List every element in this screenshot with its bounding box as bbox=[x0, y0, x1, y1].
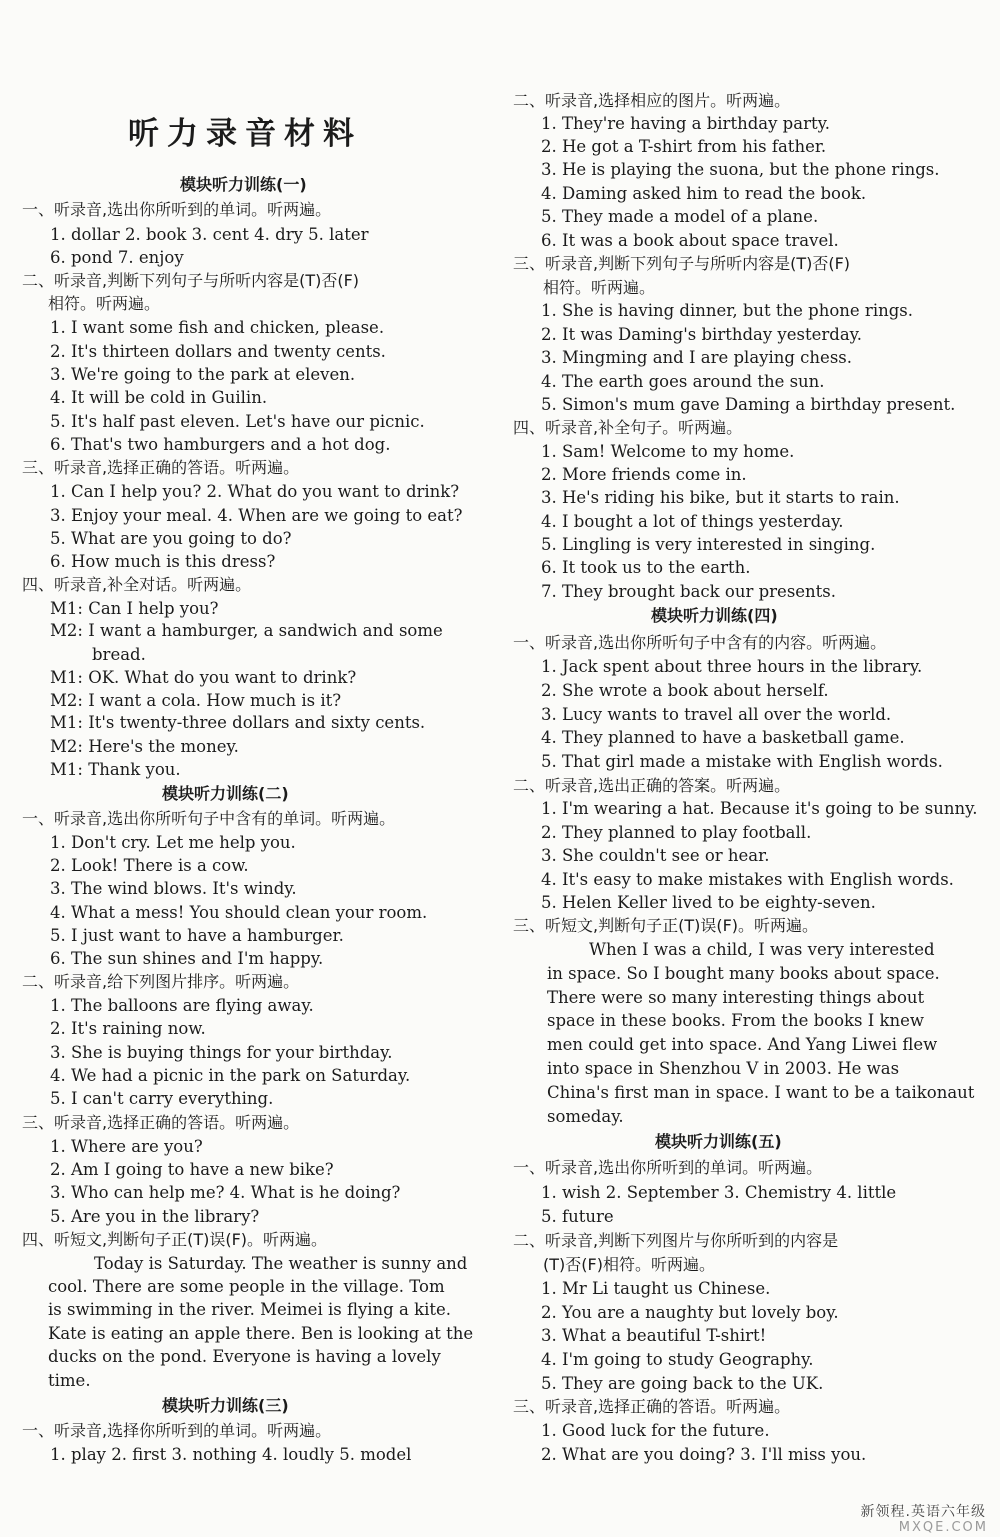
exercise-instruction: 二、听录音,选择相应的图片。听两遍。 bbox=[513, 91, 791, 110]
exercise-line: 1. Mr Li taught us Chinese. bbox=[541, 1279, 771, 1298]
exercise-instruction: 三、听录音,选择正确的答语。听两遍。 bbox=[22, 1113, 300, 1132]
exercise-instruction: 四、听录音,补全句子。听两遍。 bbox=[513, 418, 743, 437]
exercise-line: is swimming in the river. Meimei is flying a kite. bbox=[48, 1300, 451, 1319]
exercise-line: time. bbox=[48, 1371, 91, 1390]
exercise-line: 4. I bought a lot of things yesterday. bbox=[541, 512, 844, 531]
exercise-line: 3. Who can help me? 4. What is he doing? bbox=[50, 1183, 401, 1202]
exercise-line: 3. The wind blows. It's windy. bbox=[50, 879, 297, 898]
exercise-line: 1. Don't cry. Let me help you. bbox=[50, 833, 296, 852]
exercise-instruction: (T)否(F)相符。听两遍。 bbox=[543, 1255, 715, 1274]
exercise-line: 2. Look! There is a cow. bbox=[50, 856, 249, 875]
exercise-instruction: 相符。听两遍。 bbox=[48, 294, 161, 313]
exercise-line: 2. It's raining now. bbox=[50, 1019, 206, 1038]
exercise-line: M2: Here's the money. bbox=[50, 737, 239, 756]
exercise-line: Kate is eating an apple there. Ben is looking at the bbox=[48, 1324, 474, 1343]
section-heading: 模块听力训练(二) bbox=[162, 784, 289, 803]
exercise-line: 2. More friends come in. bbox=[541, 465, 747, 484]
exercise-line: 5. It's half past eleven. Let's have our picnic. bbox=[50, 412, 425, 431]
section-heading: 模块听力训练(三) bbox=[162, 1396, 289, 1415]
exercise-line: cool. There are some people in the village. Tom bbox=[48, 1277, 445, 1296]
exercise-line: 1. Sam! Welcome to my home. bbox=[541, 442, 795, 461]
exercise-line: 3. What a beautiful T-shirt! bbox=[541, 1326, 767, 1345]
exercise-line: 5. future bbox=[541, 1207, 614, 1226]
exercise-line: 6. How much is this dress? bbox=[50, 552, 276, 571]
exercise-line: 1. Good luck for the future. bbox=[541, 1421, 770, 1440]
exercise-instruction: 三、听录音,选择正确的答语。听两遍。 bbox=[513, 1397, 791, 1416]
exercise-line: 2. You are a naughty but lovely boy. bbox=[541, 1303, 839, 1322]
exercise-instruction: 三、听短文,判断句子正(T)误(F)。听两遍。 bbox=[513, 916, 819, 935]
exercise-instruction: 相符。听两遍。 bbox=[543, 278, 656, 297]
footer-label: 新领程.英语六年级 bbox=[860, 1504, 986, 1520]
exercise-line: China's first man in space. I want to be a taikonaut bbox=[547, 1083, 975, 1102]
exercise-line: 1. I'm wearing a hat. Because it's going to be sunny. bbox=[541, 799, 978, 818]
exercise-line: There were so many interesting things about bbox=[547, 988, 925, 1007]
watermark-text: MXQE.COM bbox=[898, 1520, 988, 1535]
exercise-line: 3. She is buying things for your birthday. bbox=[50, 1043, 393, 1062]
exercise-instruction: 一、听录音,选出你所听到的单词。听两遍。 bbox=[513, 1158, 823, 1177]
exercise-instruction: 二、听录音,判断下列句子与所听内容是(T)否(F) bbox=[22, 271, 360, 290]
exercise-line: 6. The sun shines and I'm happy. bbox=[50, 949, 324, 968]
exercise-line: 2. It was Daming's birthday yesterday. bbox=[541, 325, 863, 344]
exercise-line: 5. I just want to have a hamburger. bbox=[50, 926, 344, 945]
exercise-line: M2: I want a hamburger, a sandwich and some bbox=[50, 621, 443, 640]
exercise-line: 1. wish 2. September 3. Chemistry 4. little bbox=[541, 1183, 897, 1202]
exercise-instruction: 四、听录音,补全对话。听两遍。 bbox=[22, 575, 252, 594]
exercise-line: 6. pond 7. enjoy bbox=[50, 248, 184, 267]
exercise-line: 4. We had a picnic in the park on Saturday. bbox=[50, 1066, 411, 1085]
exercise-line: 1. Can I help you? 2. What do you want to drink? bbox=[50, 482, 460, 501]
section-heading: 模块听力训练(一) bbox=[180, 175, 307, 194]
exercise-line: 2. What are you doing? 3. I'll miss you. bbox=[541, 1445, 867, 1464]
exercise-line: M2: I want a cola. How much is it? bbox=[50, 691, 342, 710]
exercise-line: 5. They are going back to the UK. bbox=[541, 1374, 824, 1393]
exercise-instruction: 一、听录音,选出你所听句子中含有的单词。听两遍。 bbox=[22, 809, 396, 828]
section-heading: 模块听力训练(五) bbox=[655, 1132, 782, 1151]
exercise-line: 4. It will be cold in Guilin. bbox=[50, 388, 268, 407]
exercise-instruction: 四、听短文,判断句子正(T)误(F)。听两遍。 bbox=[22, 1230, 328, 1249]
exercise-line: space in these books. From the books I knew bbox=[547, 1011, 924, 1030]
exercise-line: 1. She is having dinner, but the phone rings. bbox=[541, 301, 913, 320]
exercise-line: Today is Saturday. The weather is sunny and bbox=[94, 1254, 468, 1273]
exercise-instruction: 三、听录音,选择正确的答语。听两遍。 bbox=[22, 458, 300, 477]
exercise-line: 6. It was a book about space travel. bbox=[541, 231, 839, 250]
exercise-line: 3. Lucy wants to travel all over the world. bbox=[541, 705, 892, 724]
exercise-line: 6. That's two hamburgers and a hot dog. bbox=[50, 435, 391, 454]
exercise-line: 7. They brought back our presents. bbox=[541, 582, 837, 601]
exercise-line: 2. He got a T-shirt from his father. bbox=[541, 137, 827, 156]
exercise-instruction: 一、听录音,选出你所听到的单词。听两遍。 bbox=[22, 200, 332, 219]
exercise-line: 5. Lingling is very interested in singing. bbox=[541, 535, 876, 554]
exercise-line: 5. Are you in the library? bbox=[50, 1207, 260, 1226]
exercise-line: 4. I'm going to study Geography. bbox=[541, 1350, 814, 1369]
exercise-line: 5. I can't carry everything. bbox=[50, 1089, 274, 1108]
exercise-instruction: 二、听录音,给下列图片排序。听两遍。 bbox=[22, 972, 300, 991]
exercise-line: 4. The earth goes around the sun. bbox=[541, 372, 825, 391]
exercise-line: 5. That girl made a mistake with English words. bbox=[541, 752, 943, 771]
exercise-line: 3. He is playing the suona, but the phone rings. bbox=[541, 160, 940, 179]
exercise-line: 5. Simon's mum gave Daming a birthday present. bbox=[541, 395, 956, 414]
exercise-line: 2. She wrote a book about herself. bbox=[541, 681, 829, 700]
exercise-instruction: 二、听录音,判断下列图片与你所听到的内容是 bbox=[513, 1231, 839, 1250]
exercise-line: 4. Daming asked him to read the book. bbox=[541, 184, 867, 203]
exercise-line: someday. bbox=[547, 1107, 624, 1126]
exercise-line: When I was a child, I was very interested bbox=[589, 940, 935, 959]
section-heading: 模块听力训练(四) bbox=[651, 606, 778, 625]
exercise-line: 3. We're going to the park at eleven. bbox=[50, 365, 356, 384]
exercise-line: 3. He's riding his bike, but it starts to rain. bbox=[541, 488, 900, 507]
exercise-line: M1: Can I help you? bbox=[50, 599, 219, 618]
exercise-line: men could get into space. And Yang Liwei flew bbox=[547, 1035, 938, 1054]
exercise-line: 5. What are you going to do? bbox=[50, 529, 292, 548]
exercise-line: M1: Thank you. bbox=[50, 760, 181, 779]
exercise-line: 1. dollar 2. book 3. cent 4. dry 5. later bbox=[50, 225, 369, 244]
exercise-line: 4. What a mess! You should clean your room. bbox=[50, 903, 428, 922]
exercise-instruction: 二、听录音,选出正确的答案。听两遍。 bbox=[513, 776, 791, 795]
exercise-line: 5. They made a model of a plane. bbox=[541, 207, 819, 226]
exercise-line: 4. They planned to have a basketball game. bbox=[541, 728, 905, 747]
exercise-line: 1. They're having a birthday party. bbox=[541, 114, 830, 133]
exercise-line: M1: It's twenty-three dollars and sixty cents. bbox=[50, 713, 426, 732]
exercise-instruction: 一、听录音,选出你所听句子中含有的内容。听两遍。 bbox=[513, 633, 887, 652]
exercise-line: 1. play 2. first 3. nothing 4. loudly 5. model bbox=[50, 1445, 412, 1464]
exercise-line: 6. It took us to the earth. bbox=[541, 558, 751, 577]
exercise-line: 5. Helen Keller lived to be eighty-seven. bbox=[541, 893, 876, 912]
exercise-line: 1. Where are you? bbox=[50, 1137, 203, 1156]
exercise-line: 3. Mingming and I are playing chess. bbox=[541, 348, 852, 367]
exercise-line: M1: OK. What do you want to drink? bbox=[50, 668, 357, 687]
exercise-line: 2. It's thirteen dollars and twenty cents. bbox=[50, 342, 386, 361]
exercise-line: into space in Shenzhou V in 2003. He was bbox=[547, 1059, 900, 1078]
exercise-line: 4. It's easy to make mistakes with English words. bbox=[541, 870, 954, 889]
exercise-line: 3. Enjoy your meal. 4. When are we going to eat? bbox=[50, 506, 463, 525]
exercise-line: 2. Am I going to have a new bike? bbox=[50, 1160, 334, 1179]
exercise-instruction: 一、听录音,选择你所听到的单词。听两遍。 bbox=[22, 1421, 332, 1440]
exercise-line: in space. So I bought many books about space. bbox=[547, 964, 940, 983]
exercise-line: 2. They planned to play football. bbox=[541, 823, 812, 842]
exercise-line: 1. I want some fish and chicken, please. bbox=[50, 318, 385, 337]
exercise-line: 1. Jack spent about three hours in the library. bbox=[541, 657, 923, 676]
exercise-instruction: 三、听录音,判断下列句子与所听内容是(T)否(F) bbox=[513, 254, 851, 273]
page-title: 听力录音材料 bbox=[128, 116, 362, 152]
exercise-line: 3. She couldn't see or hear. bbox=[541, 846, 770, 865]
exercise-line: ducks on the pond. Everyone is having a lovely bbox=[48, 1347, 441, 1366]
exercise-line: bread. bbox=[92, 645, 146, 664]
exercise-line: 1. The balloons are flying away. bbox=[50, 996, 314, 1015]
